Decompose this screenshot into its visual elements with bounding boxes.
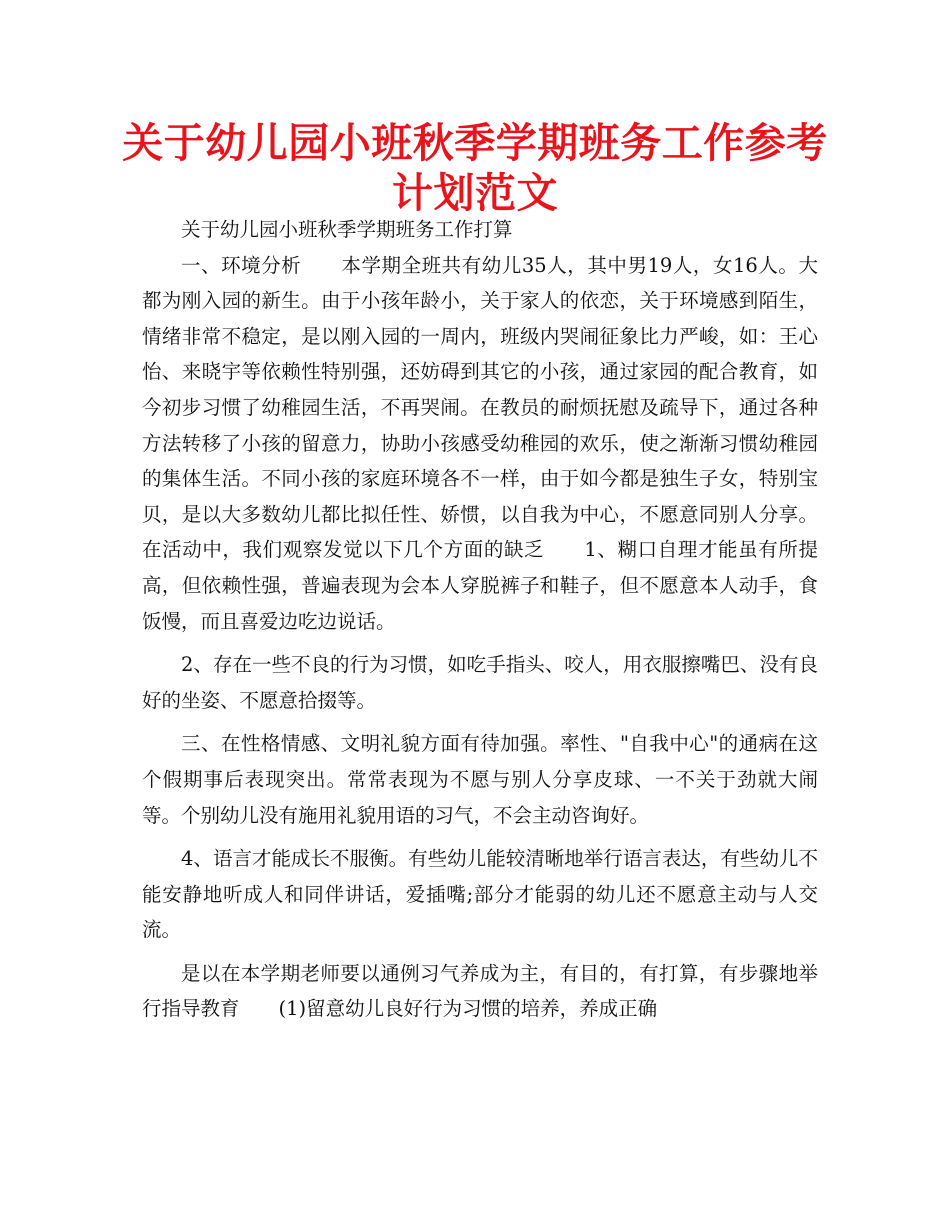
paragraph-teaching-plan: 是以在本学期老师要以通例习气养成为主，有目的，有打算，有步骤地举行指导教育 (1)留意幼儿良好行为习惯的培养，养成正确: [142, 961, 818, 1021]
paragraph-language-ability: 4、语言才能成长不服衡。有些幼儿能较清晰地举行语言表达，有些幼儿不能安静地听成人和同伴讲话，爱插嘴;部分才能弱的幼儿还不愿意主动与人交流。: [142, 847, 818, 942]
paragraph-character-manners: 三、在性格情感、文明礼貌方面有待加强。率性、"自我中心"的通病在这个假期事后表现突出。常常表现为不愿与别人分享皮球、一不关于劲就大闹等。个别幼儿没有施用礼貌用语的习气，不会主动咨询好。: [142, 732, 818, 827]
paragraph-subtitle: 关于幼儿园小班秋季学期班务工作打算: [181, 218, 513, 241]
document-body: [142, 212, 818, 1027]
paragraph-environment-analysis: 一、环境分析 本学期全班共有幼儿35人，其中男19人，女16人。大都为刚入园的新生。由于小孩年龄小，关于家人的依恋，关于环境感到陌生，情绪非常不稳定，是以刚入园的一周内，班级内哭闹征象比力严峻，如：王心怡、来晓宇等依赖性特别强，还妨碍到其它的小孩，通过家园的配合教育，如今初步习惯了幼稚园生活，不再哭闹。在教员的耐烦抚慰及疏导下，通过各种方法转移了小孩的留意力，协助小孩感受幼稚园的欢乐，使之渐渐习惯幼稚园的集体生活。不同小孩的家庭环境各不一样，由于如今都是独生子女，特别宝贝，是以大多数幼儿都比拟任性、娇惯，以自我为中心，不愿意同别人分享。在活动中，我们观察发觉以下几个方面的缺乏 1、糊口自理才能虽有所提高，但依赖性强，普遍表现为会本人穿脱裤子和鞋子，但不愿意本人动手，食饭慢，而且喜爱边吃边说话。: [142, 253, 818, 633]
document-title: 关于幼儿园小班秋季学期班务工作参考计划范文: [122, 119, 828, 217]
paragraph-bad-habits: 2、存在一些不良的行为习惯，如吃手指头、咬人，用衣服擦嘴巴、没有良好的坐姿、不愿意拾掇等。: [142, 653, 818, 712]
